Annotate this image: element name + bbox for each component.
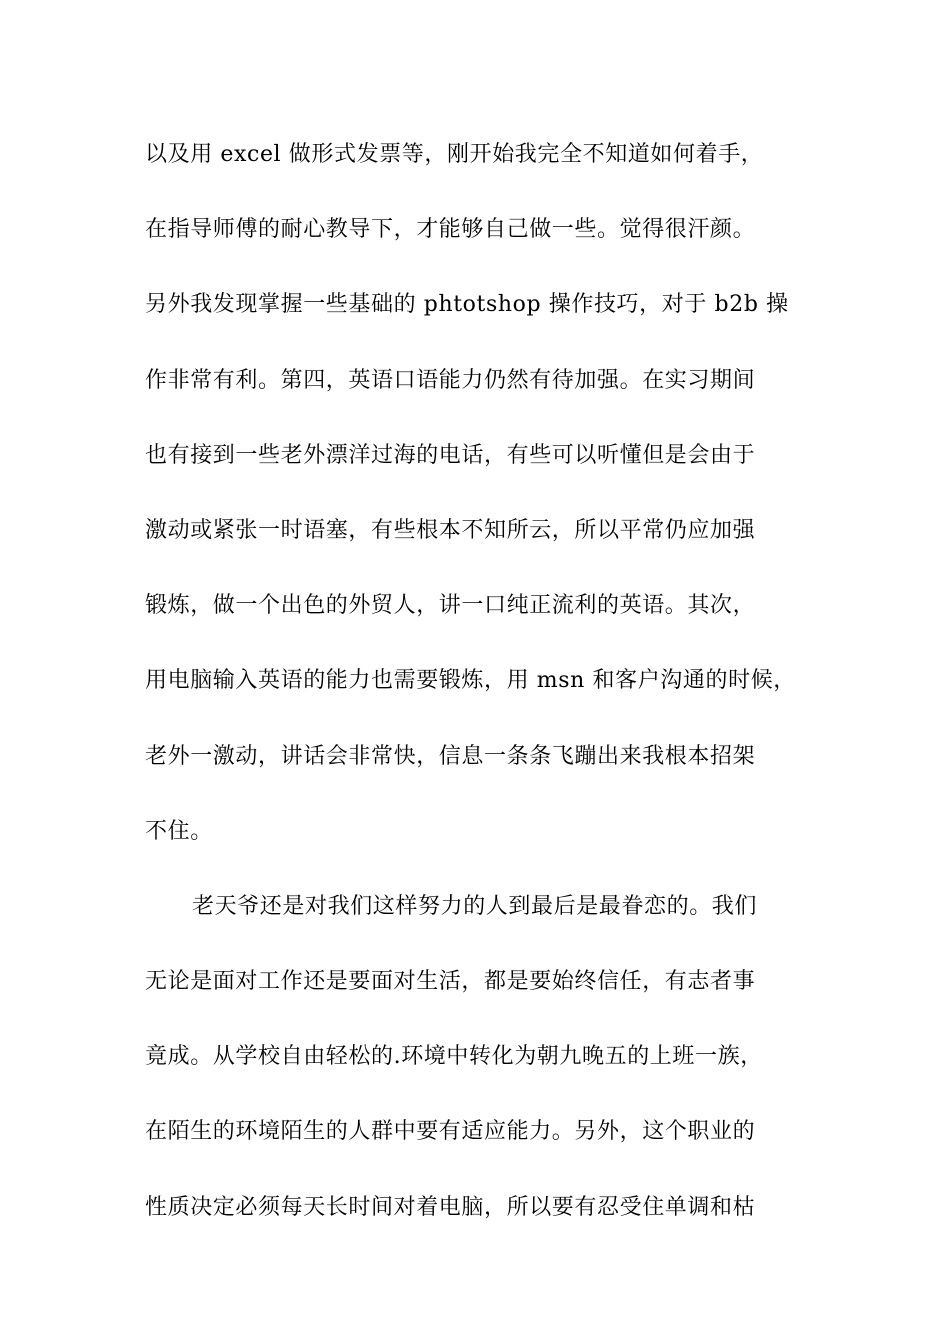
- text-line: 也有接到一些老外漂洋过海的电话，有些可以听懂但是会由于: [145, 442, 756, 468]
- text-line: 无论是面对工作还是要面对生活，都是要始终信任，有志者事: [145, 969, 756, 995]
- text-line: 在指导师傅的耐心教导下，才能够自己做一些。觉得很汗颜。: [145, 217, 756, 243]
- text-line: 老外一激动，讲话会非常快，信息一条条飞蹦出来我根本招架: [145, 743, 756, 769]
- body-text: [145, 130, 835, 1258]
- text-line: 锻炼，做一个出色的外贸人，讲一口纯正流利的英语。其次，: [145, 593, 756, 619]
- text-line: 用电脑输入英语的能力也需要锻炼，用 msn 和客户沟通的时候，: [145, 668, 796, 694]
- text-line: 不住。: [145, 818, 213, 844]
- text-line: 在陌生的环境陌生的人群中要有适应能力。另外，这个职业的: [145, 1119, 756, 1145]
- text-line: 性质决定必须每天长时间对着电脑，所以要有忍受住单调和枯: [145, 1194, 756, 1220]
- text-line: 以及用 excel 做形式发票等，刚开始我完全不知道如何着手，: [145, 142, 764, 167]
- text-line: 另外我发现掌握一些基础的 phtotshop 操作技巧，对于 b2b 操: [145, 292, 789, 318]
- text-line: 激动或紧张一时语塞，有些根本不知所云，所以平常仍应加强: [145, 517, 756, 543]
- text-line: 作非常有利。第四，英语口语能力仍然有待加强。在实习期间: [145, 367, 756, 393]
- paragraph-first-line: 老天爷还是对我们这样努力的人到最后是最眷恋的。我们: [192, 893, 758, 919]
- text-line: 竟成。从学校自由轻松的.环境中转化为朝九晚五的上班一族，: [145, 1044, 763, 1070]
